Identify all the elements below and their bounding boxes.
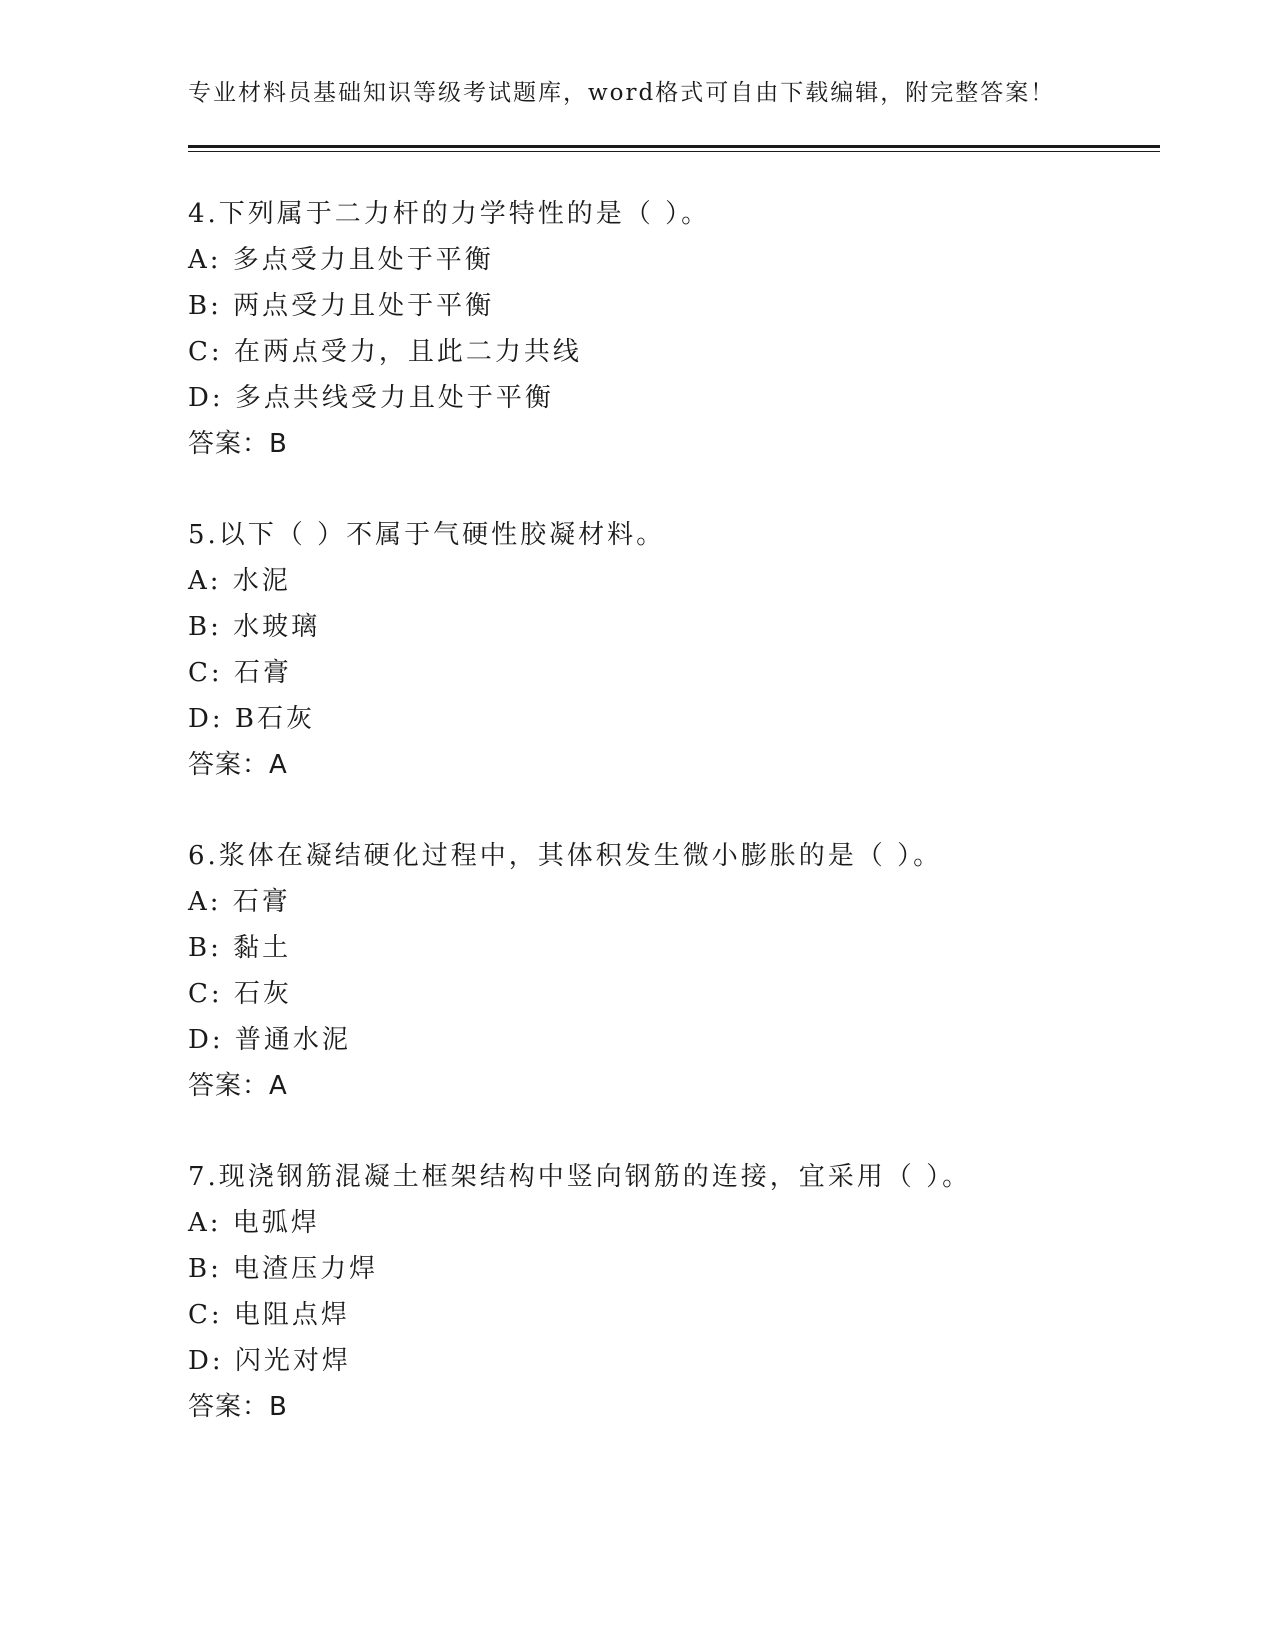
header-rule-thin [188, 151, 1160, 152]
question-5 [188, 512, 1168, 788]
option-a: A: 石膏 [188, 887, 291, 917]
option-b: B: 电渣压力焊 [188, 1254, 379, 1284]
question-7 [188, 1154, 1168, 1430]
option-d: D: 普通水泥 [188, 1025, 351, 1055]
question-4 [188, 191, 1168, 467]
option-a: A: 水泥 [188, 566, 291, 596]
answer: 答案：A [188, 1071, 288, 1101]
question-stem: 7.现浇钢筋混凝土框架结构中竖向钢筋的连接，宜采用（ ）。 [188, 1162, 972, 1192]
option-a: A: 多点受力且处于平衡 [188, 245, 494, 275]
answer: 答案：B [188, 429, 288, 459]
answer: 答案：B [188, 1392, 288, 1422]
option-c: C: 石灰 [188, 979, 292, 1009]
option-d: D: 闪光对焊 [188, 1346, 351, 1376]
option-c: C: 石膏 [188, 658, 292, 688]
header-rule-thick [188, 145, 1160, 148]
option-b: B: 水玻璃 [188, 612, 321, 642]
option-c: C: 在两点受力，且此二力共线 [188, 337, 582, 367]
option-b: B: 黏土 [188, 933, 292, 963]
question-6 [188, 833, 1168, 1109]
option-d: D: 多点共线受力且处于平衡 [188, 383, 554, 413]
question-stem: 4.下列属于二力杆的力学特性的是（ ）。 [188, 199, 711, 229]
option-b: B: 两点受力且处于平衡 [188, 291, 495, 321]
option-a: A: 电弧焊 [188, 1208, 320, 1238]
option-d: D: B石灰 [188, 704, 315, 734]
question-stem: 5.以下（ ）不属于气硬性胶凝材料。 [188, 520, 666, 550]
option-c: C: 电阻点焊 [188, 1300, 350, 1330]
page-header: 专业材料员基础知识等级考试题库，word格式可自由下载编辑，附完整答案！ [188, 80, 1056, 106]
answer: 答案：A [188, 750, 288, 780]
question-stem: 6.浆体在凝结硬化过程中，其体积发生微小膨胀的是（ ）。 [188, 841, 943, 871]
